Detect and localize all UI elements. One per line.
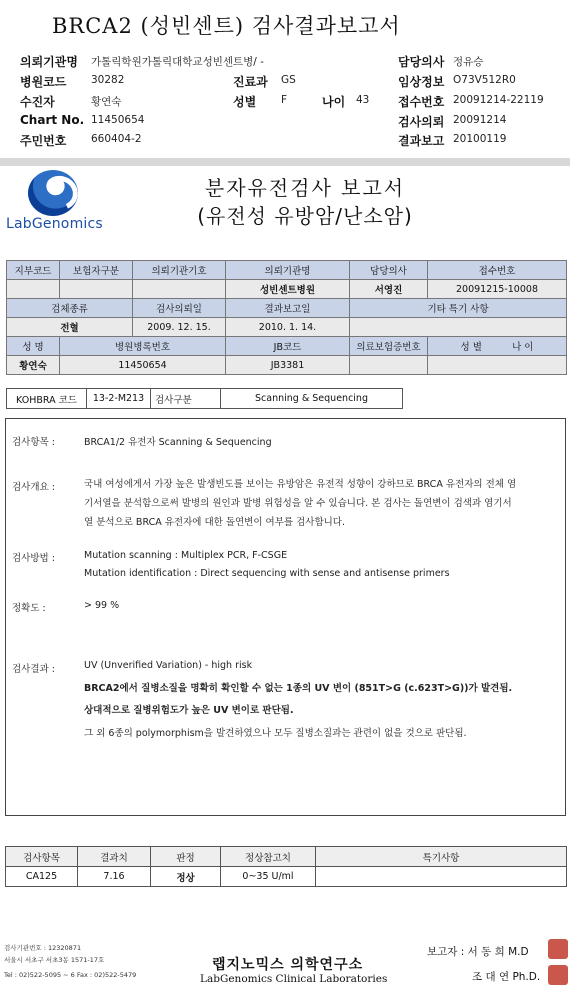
grid-value-row — [7, 280, 567, 299]
value-attending-doctor: 정유승 — [453, 56, 484, 68]
result-finding: BRCA2에서 질병소질을 명확히 확인할 수 없는 1종의 UV 변이 (851T>G (c.623T>G))가 발견됨. — [84, 683, 513, 694]
lab-name-korean: 랩지노믹스 의학연구소 — [212, 957, 364, 973]
method-line: Mutation identification : Direct sequencing with sense and antisense primers — [84, 568, 450, 579]
grid-label-name: 성 명 — [7, 337, 60, 356]
lab-name-english: LabGenomics Clinical Laboratories — [200, 973, 388, 985]
header-row-5 — [0, 132, 570, 151]
lab-result-table — [5, 846, 567, 887]
footer-reg-no: 검사기관번호 : 12320871 — [4, 944, 82, 952]
grid-label-age: 나 이 — [512, 342, 534, 353]
test-type-label: 검사구분 — [151, 389, 221, 409]
grid-label-receipt-no: 접수번호 — [428, 261, 567, 280]
label-resident-no: 주민번호 — [20, 134, 67, 148]
value-department: GS — [281, 74, 296, 86]
patient-info-grid — [6, 260, 567, 375]
grid-label-request-date: 검사의뢰일 — [133, 299, 226, 318]
kohbra-label: KOHBRA 코드 — [7, 389, 87, 409]
kohbra-table — [6, 388, 403, 409]
method-line: Mutation scanning : Multiplex PCR, F-CSGE — [84, 550, 288, 561]
header-row-2 — [0, 73, 570, 92]
grid-label-insurer-type: 보험자구분 — [60, 261, 133, 280]
grid-value-report-date: 2010. 1. 14. — [226, 318, 350, 337]
grid-value-branch-code — [7, 280, 60, 299]
grid-label-jb-code: JB코드 — [226, 337, 350, 356]
value-hospital-code: 30282 — [91, 74, 125, 86]
label-result-report: 결과보고 — [398, 134, 445, 148]
header-title: BRCA2 (성빈센트) 검사결과보고서 — [52, 14, 401, 38]
label-receipt-no: 접수번호 — [398, 95, 445, 109]
value-resident-no: 660404-2 — [91, 133, 142, 145]
result-summary: UV (Unverified Variation) - high risk — [84, 660, 253, 671]
label-patient: 수진자 — [20, 95, 55, 109]
value-age: 43 — [356, 94, 370, 106]
grid-label-record-no: 병원병록번호 — [60, 337, 226, 356]
label-hospital-code: 병원코드 — [20, 75, 67, 89]
value-patient: 황연숙 — [91, 96, 122, 108]
lab-result-header-row — [6, 847, 567, 867]
grid-value-record-no: 11450654 — [60, 356, 226, 375]
seal-stamp-icon — [548, 965, 568, 985]
col-test-item: 검사항목 — [6, 847, 78, 867]
accuracy-label: 정확도 : — [12, 603, 46, 614]
col-result: 결과치 — [78, 847, 151, 867]
grid-value-name: 황연숙 — [7, 356, 60, 375]
grid-value-sex-age — [428, 356, 567, 375]
header-row-4 — [0, 113, 570, 132]
cell-result: 7.16 — [78, 867, 151, 887]
col-judgement: 판정 — [151, 847, 221, 867]
value-clinical-info: O73V512R0 — [453, 74, 516, 86]
grid-label-doctor: 담당의사 — [350, 261, 428, 280]
grid-value-row — [7, 356, 567, 375]
result-label: 검사결과 : — [12, 664, 55, 675]
label-chart-no: Chart No. — [20, 113, 85, 127]
grid-value-insurer-type — [60, 280, 133, 299]
section-divider — [0, 158, 570, 166]
table-row — [6, 867, 567, 887]
grid-label-institution-code: 의뢰기관기호 — [133, 261, 226, 280]
col-reference-range: 정상참고치 — [221, 847, 316, 867]
report-header — [0, 0, 570, 158]
cell-reference-range: 0~35 U/ml — [221, 867, 316, 887]
accuracy-value: > 99 % — [84, 600, 120, 611]
grid-label-branch-code: 지부코드 — [7, 261, 60, 280]
report-subtitle: (유전성 유방암/난소암) — [197, 204, 413, 228]
test-item-label: 검사항목 : — [12, 437, 55, 448]
grid-value-jb-code: JB3381 — [226, 356, 350, 375]
method-label: 검사방법 : — [12, 553, 55, 564]
grid-label-insurance-no: 의료보험증번호 — [350, 337, 428, 356]
overview-line: 국내 여성에게서 가장 높은 발생빈도를 보이는 유방암은 유전적 성향이 강하므로 BRCA 유전자의 전체 염 — [84, 479, 517, 490]
cell-judgement: 정상 — [151, 867, 221, 887]
grid-value-insurance-no — [350, 356, 428, 375]
grid-value-specimen: 전혈 — [7, 318, 133, 337]
result-polymorphism: 그 외 6종의 polymorphism을 발견하였으나 모두 질병소질과는 관련이 없을 것으로 판단됨. — [84, 728, 467, 739]
grid-label-sex: 성 별 — [460, 342, 482, 353]
grid-value-row — [7, 318, 567, 337]
label-clinical-info: 임상정보 — [398, 75, 445, 89]
footer-tel: Tel : 02)522-5095 ~ 6 Fax : 02)522-5479 — [4, 971, 137, 979]
value-sex: F — [281, 94, 288, 106]
label-requesting-institution: 의뢰기관명 — [20, 55, 78, 69]
label-sex: 성별 — [233, 95, 257, 109]
overview-line: 기서열을 분석함으로써 발병의 원인과 발병 위험성을 알 수 있습니다. 본 검사는 돌연변이 검색과 염기서 — [84, 498, 512, 509]
grid-header-row — [7, 261, 567, 280]
seal-stamp-icon — [548, 939, 568, 959]
grid-value-request-date: 2009. 12. 15. — [133, 318, 226, 337]
col-remarks: 특기사항 — [316, 847, 567, 867]
header-row-1 — [0, 53, 570, 72]
value-chart-no: 11450654 — [91, 114, 145, 126]
report-title: 분자유전검사 보고서 — [204, 176, 406, 200]
grid-label-report-date: 결과보고일 — [226, 299, 350, 318]
logo-text: LabGenomics — [6, 216, 103, 232]
results-box — [5, 418, 566, 816]
test-item-value: BRCA1/2 유전자 Scanning & Sequencing — [84, 437, 272, 448]
label-department: 진료과 — [233, 75, 268, 89]
grid-header-row — [7, 299, 567, 318]
cell-test-item: CA125 — [6, 867, 78, 887]
cell-remarks — [316, 867, 567, 887]
report-sheet — [0, 166, 570, 989]
grid-label-institution-name: 의뢰기관명 — [226, 261, 350, 280]
director-signature: 조 대 연 Ph.D. — [472, 971, 541, 983]
overview-line: 열 분석으로 BRCA 유전자에 대한 돌연변이 여부를 검사합니다. — [84, 517, 346, 528]
value-requesting-institution: 가톨릭학원가톨릭대학교성빈센트병/ - — [91, 56, 264, 68]
grid-value-institution-code — [133, 280, 226, 299]
grid-label-specimen: 검체종류 — [7, 299, 133, 318]
grid-value-receipt-no: 20091215-10008 — [428, 280, 567, 299]
test-type-value: Scanning & Sequencing — [221, 389, 403, 409]
kohbra-code: 13-2-M213 — [87, 389, 151, 409]
header-row-3 — [0, 93, 570, 112]
value-result-report: 20100119 — [453, 133, 507, 145]
label-attending-doctor: 담당의사 — [398, 55, 445, 69]
grid-value-doctor: 서영진 — [350, 280, 428, 299]
grid-value-remarks — [350, 318, 567, 337]
grid-label-remarks: 기타 특기 사항 — [350, 299, 567, 318]
label-test-request: 검사의뢰 — [398, 115, 445, 129]
label-age: 나이 — [322, 95, 346, 109]
grid-value-institution-name: 성빈센트병원 — [226, 280, 350, 299]
grid-header-row — [7, 337, 567, 356]
footer-address: 서울시 서초구 서초3동 1571-17호 — [4, 956, 105, 964]
reporter-signature: 보고자 : 서 동 희 M.D — [427, 946, 529, 958]
value-receipt-no: 20091214-22119 — [453, 94, 544, 106]
overview-label: 검사개요 : — [12, 482, 55, 493]
result-interpretation: 상대적으로 질병위험도가 높은 UV 변이로 판단됨. — [84, 705, 294, 716]
value-test-request: 20091214 — [453, 114, 507, 126]
grid-label-sex-age — [428, 337, 567, 356]
